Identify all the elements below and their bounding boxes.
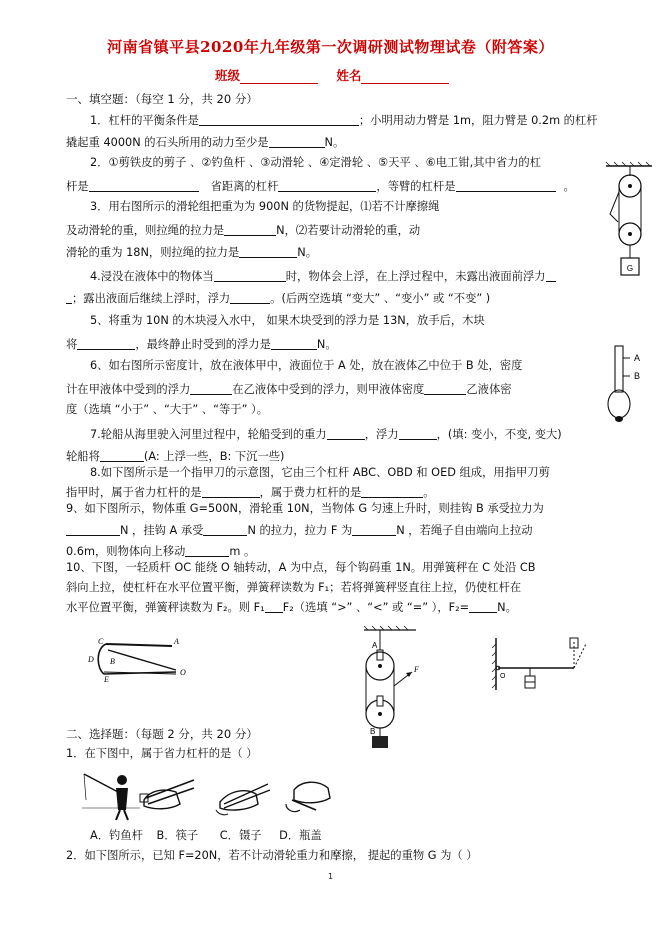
nail-clipper-figure [86,634,196,686]
name-label: 姓名 [336,68,362,83]
q1-line1: 1．杠杆的平衡条件是 ；小明用动力臂是 1m，阻力臂是 0.2m 的杠杆 [90,114,598,127]
hydrometer-b-label: B [634,371,641,381]
pulley-ab-figure [360,626,430,750]
option-d[interactable]: D．瓶盖 [279,829,322,842]
q2-line1: 2．①剪铁皮的剪子 、②钓鱼杆 、③动滑轮 、④定滑轮 、⑤天平 、⑥电工钳,其中省力的杠 [90,156,542,169]
q5-line2: 将 ，最终静止时受到的浮力是 N。 [66,338,337,351]
q3-line3: 滑轮的重为 18N，则拉绳的拉力是 N。 [66,246,318,259]
q6-line3: 度（选填 “小于” 、“大于” 、“等于” ）。 [66,403,268,416]
pulley-weight-label: G [626,264,634,273]
nail-a-label: A [174,637,179,646]
nail-e-label: E [104,675,109,684]
option-a[interactable]: A．钓鱼杆 [90,829,143,842]
lever-wall-figure [486,636,596,692]
chopsticks-icon [140,780,194,809]
fishing-rod-icon [82,774,140,820]
option-c[interactable]: C．镊子 [219,829,262,842]
q9-line3: 0.6m，则物体向上移动 m 。 [66,545,256,558]
q8-line2: 指甲时，属于省力杠杆的是 ，属于费力杠杆的是 。 [66,486,435,499]
q10-line3: 水平位置平衡，弹簧秤读数为 F₂。则 F₁ F₂（选填 “>” 、“<” 或 “=” ），F₂= N。 [66,601,517,614]
q9-line1: 9、如下图所示，物体重 G=500N，滑轮重 10N，当物体 G 匀速上升时，则挂钩 B 承受拉力为 [66,502,544,515]
class-name-line [215,66,449,84]
pulley2-f-label: F [414,665,419,674]
q7-line1: 7.轮船从海里驶入河里过程中，轮船受到的重力 ，浮力 ，(填: 变小，不变, 变大) [90,428,562,441]
q4-line1: 4.浸没在液体中的物体当 时，物体会上浮，在上浮过程中，未露出液面前浮力 [90,268,556,284]
q7-line2: 轮船将 (A: 上浮一些，B: 下沉一些) [66,450,285,463]
choice-q2: 2．如下图所示，已知 F=20N，若不计动滑轮重力和摩擦， 提起的重物 G 为（ ） [66,849,478,862]
q10-line1: 10、下图，一轻质杆 OC 能绕 O 轴转动，A 为中点，每个钩码重 1N。用弹簧秤在 C 处沿 CB [66,561,536,574]
class-blank [240,83,318,84]
tweezers-icon [216,784,270,815]
choice-q1: 1．在下图中，属于省力杠杆的是（ ） [66,747,258,760]
pulley2-a-label: A [372,641,378,650]
pulley2-b-label: B [370,727,376,736]
bottle-opener-icon [286,782,330,811]
lever-examples-figure [80,770,340,822]
q2-line2: 杆是 省距离的杠杆 ，等臂的杠杆是 。 [66,180,575,193]
q5-line1: 5、将重为 10N 的木块浸入水中， 如果木块受到的浮力是 13N，放手后，木块 [90,314,485,327]
class-label: 班级 [215,68,241,83]
name-blank [361,83,449,84]
q4-line2: ；露出液面后继续上浮时，浮力 。(后两空选填 “变大” 、“变小” 或 “不变” ) [66,290,490,306]
q3-line2: 及动滑轮的重，则拉绳的拉力是 N，⑵若要计动滑轮的重，动 [66,224,421,237]
document-title: 河南省镇平县2020年九年级第一次调研测试物理试卷（附答案） [107,38,554,56]
lever-o-label: O [500,673,506,680]
option-b[interactable]: B．筷子 [156,829,199,842]
choice-q1-options [90,829,322,843]
section2-heading: 二、选择题：（每题 2 分，共 20 分） [66,727,258,741]
page-number: 1 [327,872,334,881]
q3-line1: 3．用右图所示的滑轮组把重为为 900N 的货物提起，⑴若不计摩擦绳 [90,200,440,213]
nail-c-label: C [98,637,104,646]
q6-line2: 计在甲液体中受到的浮力 在乙液体中受到的浮力，则甲液体密度 乙液体密 [66,383,512,396]
section1-heading: 一、填空题：（每空 1 分，共 20 分） [66,92,258,106]
q10-line2: 斜向上拉，使杠杆在水平位置平衡，弹簧秤读数为 F₁；若将弹簧秤竖直往上拉，仍使杠杆在 [66,581,522,594]
nail-o-label: O [180,668,186,677]
q6-line1: 6、如右图所示密度计，放在液体甲中，液面位于 A 处，放在液体乙中位于 B 处，密度 [90,359,523,372]
nail-b-label: B [110,657,115,666]
hydrometer-figure [600,344,656,428]
q9-line2: N ，挂钩 A 承受 N 的拉力，拉力 F 为 N ，若绳子自由端向上拉动 [66,522,533,538]
hydrometer-a-label: A [634,353,641,363]
q8-line1: 8.如下图所示是一个指甲刀的示意图，它由三个杠杆 ABC、OBD 和 OED 组成，用指甲刀剪 [90,466,550,479]
pulley-block-figure [600,162,656,282]
q1-line2: 撬起重 4000N 的石头所用的动力至少是 N。 [66,136,345,149]
nail-d-label: D [88,655,94,664]
